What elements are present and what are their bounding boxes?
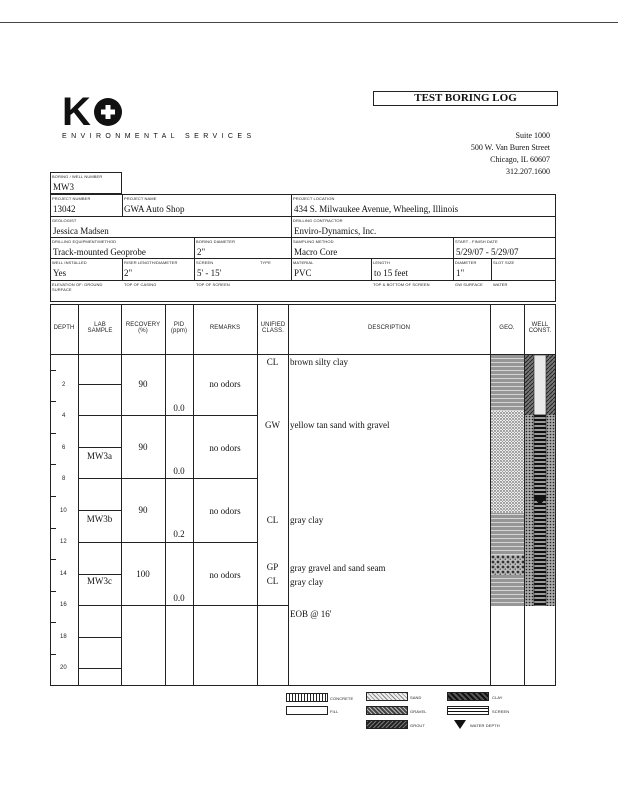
screen-label: SCREEN [196,260,214,265]
col-well-header: WELL CONST. [528,322,552,334]
diameter-label: DIAMETER [455,260,477,265]
water-depth-icon [454,720,466,730]
drill-method: Track-mounted Geoprobe [53,247,146,257]
lab-sample: MW3a [87,451,112,461]
legend-concrete-swatch [286,693,328,702]
remarks-value: no odors [209,506,241,516]
pid-value: 0.0 [173,466,185,476]
dates-label: START - FINISH DATE [455,239,498,244]
recovery-value: 90 [138,505,148,515]
legend-clay-label: CLAY [492,695,503,700]
length: to 15 feet [374,268,408,278]
project-location-label: PROJECT LOCATION [293,196,335,201]
pid-value: 0.0 [173,593,185,603]
material-label: MATERIAL [293,260,314,265]
water-label: WATER [493,282,508,287]
col-unified-header: UNIFIED CLASS. [260,322,286,334]
col-remarks-header: REMARKS [209,325,241,331]
legend-fill-label: FILL [330,709,339,714]
well-installed: Yes [53,268,67,278]
depth-tick: 20 [60,665,67,671]
address-line: 500 W. Van Buren Street [470,143,550,152]
stratum-description: yellow tan sand with gravel [290,420,390,430]
col-depth-header: DEPTH [53,325,75,331]
col-recovery-header: RECOVERY (%) [125,322,161,334]
stratum-description: gray clay [290,515,324,525]
depth-tick: 16 [60,602,67,608]
logo-mark: K [62,90,91,134]
lab-sample: MW3c [87,576,112,586]
recovery-value: 90 [138,442,148,452]
pid-value: 0.0 [173,403,185,413]
top-screen-label: TOP OF SCREEN [196,282,230,287]
screen-interval: 5' - 15' [197,268,222,278]
stratum-description: gray clay [290,577,324,587]
depth-tick: 8 [62,476,66,482]
legend-screen-label: SCREEN [492,709,510,714]
log-title: TEST BORING LOG [414,92,517,104]
col-pid-header: PID (ppm) [170,322,188,334]
well-installed-label: WELL INSTALLED [52,260,87,265]
legend-grout-swatch [366,720,408,729]
depth-tick: 12 [60,539,67,545]
unified-class: CL [266,576,279,586]
legend-sand-swatch [366,692,408,701]
stratum-description: gray gravel and sand seam [290,563,386,573]
unified-class: GP [266,562,279,572]
slot-label: SLOT SIZE [493,260,515,265]
address-line: 312.207.1600 [506,167,550,176]
project-location: 434 S. Milwaukee Avenue, Wheeling, Illinois [294,204,459,214]
lab-sample: MW3b [86,514,113,524]
sampling-label: SAMPLING METHOD [293,239,334,244]
legend-gravel-swatch [366,706,408,715]
legend-water-depth-label: WATER DEPTH [470,723,500,728]
geologist-label: GEOLOGIST [52,218,77,223]
legend-sand-label: SAND [410,695,422,700]
gw-surface-label: GW SURFACE [455,282,483,287]
diameter: 1" [456,268,465,278]
depth-tick: 2 [62,382,66,388]
unified-class: CL [266,515,279,525]
stratum-description: brown silty clay [290,357,348,367]
riser: 2" [124,268,133,278]
elevation-label: ELEVATION OF: GROUND SURFACE [52,282,103,292]
boring-diameter-label: BORING DIAMETER [196,239,236,244]
sampling-method: Macro Core [294,247,338,257]
contractor: Enviro-Dynamics, Inc. [294,226,377,236]
geologist: Jessica Madsen [53,226,109,236]
end-of-boring: EOB @ 16' [290,609,332,619]
boring-number: MW3 [53,182,74,192]
depth-tick: 4 [62,413,66,419]
drill-method-label: DRILLING EQUIPMENT/METHOD [52,239,117,244]
legend-clay-swatch [447,692,489,701]
depth-tick: 18 [60,634,67,640]
boring-label: BORING / WELL NUMBER [52,174,103,179]
address-line: Chicago, IL 60607 [490,155,550,164]
legend-concrete-label: CONCRETE [330,696,354,701]
boring-diameter: 2" [197,247,206,257]
top-casing-label: TOP OF CASING [124,282,157,287]
col-lab-header: LAB SAMPLE [87,322,113,334]
depth-tick: 10 [60,508,67,514]
remarks-value: no odors [209,379,241,389]
project-number: 13042 [53,204,76,214]
contractor-label: DRILLING CONTRACTOR [293,218,343,223]
pid-value: 0.2 [173,529,185,539]
recovery-value: 90 [138,379,148,389]
project-name-label: PROJECT NAME [124,196,157,201]
legend-fill-swatch [286,706,328,715]
logo-tagline: ENVIRONMENTAL SERVICES [62,133,256,140]
project-name: GWA Auto Shop [124,204,185,214]
top-bottom-screen-label: TOP & BOTTOM OF SCREEN [373,282,430,287]
remarks-value: no odors [209,570,241,580]
depth-tick: 14 [60,571,67,577]
riser-label: RISER LENGTH/DIAMETER [124,260,178,265]
recovery-value: 100 [136,569,150,579]
material: PVC [294,268,312,278]
col-geo-header: GEO. [499,325,515,331]
address-line: Suite 1000 [515,131,550,140]
unified-class: GW [265,420,280,430]
legend-screen-swatch [447,706,489,715]
type-label: TYPE [260,260,271,265]
unified-class: CL [266,357,279,367]
remarks-value: no odors [209,443,241,453]
length-label: LENGTH [373,260,390,265]
depth-tick: 6 [62,445,66,451]
col-description-header: DESCRIPTION [367,325,411,331]
project-number-label: PROJECT NUMBER [52,196,91,201]
start-finish-dates: 5/29/07 - 5/29/07 [456,247,519,257]
legend-gravel-label: GRAVEL [410,709,427,714]
legend-grout-label: GROUT [410,723,425,728]
